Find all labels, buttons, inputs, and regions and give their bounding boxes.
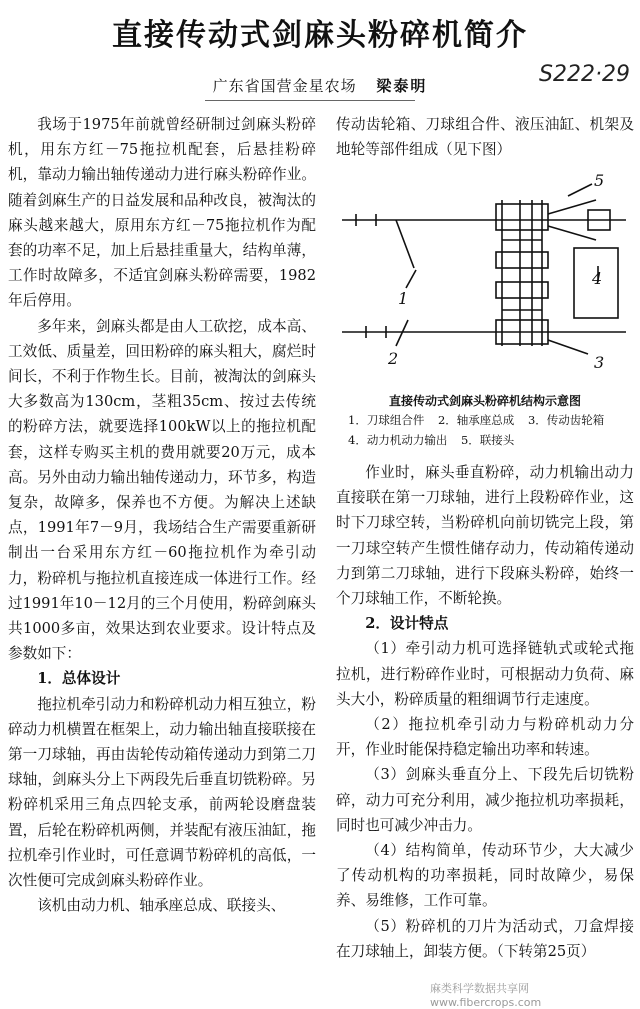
paragraph-1: 我场于1975年前就曾经研制过剑麻头粉碎机，用东方红－75拖拉机配套，后悬挂粉碎机，靠动力输出轴传递动力进行麻头粉碎作业。随着剑麻生产的日益发展和品种改良，被淘汰的麻头越来越大，原用东方红－75拖拉机作为配套的功率不足，加上后悬挂重量大，结构单薄，工作时故障多，不适宜剑麻头粉碎需要，1982年后停用。	[8, 116, 316, 310]
right-column	[336, 460, 634, 964]
feature-5: （5）粉碎机的刀片为活动式，刀盒焊接在刀球轴上，卸装方便。（下转第25页）	[336, 917, 634, 960]
feature-4: （4）结构简单，传动环节少，大大减少了传动机构的功率损耗，同时故障少，易保养、易维修，工作可靠。	[336, 842, 634, 910]
author-name: 梁泰明	[376, 77, 428, 95]
blade-arm-upper	[396, 220, 414, 268]
feature-1: （1）牵引动力机可选择链轨式或轮式拖拉机，进行粉碎作业时，可根据动力负荷、麻头大小，粉碎质量的粗细调节行走速度。	[336, 640, 634, 708]
handwritten-catalog-stamp: S222·29	[539, 62, 630, 87]
feature-2: （2）拖拉机牵引动力与粉碎机动力分开，作业时能保持稳定输出功率和转速。	[336, 716, 634, 759]
legend-item: 4．动力机动力输出	[348, 433, 448, 447]
section-heading-2: 2．设计特点	[365, 615, 449, 633]
paragraph-5: 作业时，麻头垂直粉碎，动力机输出动力直接联在第一刀球轴，进行上段粉碎作业，这时下刀球空转，当粉碎机向前切铣完上段，第一刀球空转产生惯性储存动力，传动箱传递动力到第二刀球轴，进行下段麻头粉碎，始终一个刀球轴工作，不断轮换。	[336, 464, 634, 608]
figure-label-3: 3	[594, 353, 605, 372]
right-column-top	[336, 112, 634, 162]
legend-item: 2．轴承座总成	[437, 413, 515, 427]
figure-legend	[348, 410, 634, 450]
feature-3: （3）剑麻头垂直分上、下段先后切铣粉碎，动力可充分利用，减少拖拉机功率损耗，同时也可减少冲击力。	[336, 766, 634, 834]
figure-caption: 直接传动式剑麻头粉碎机结构示意图	[388, 394, 581, 408]
figure-label-4: 4	[592, 269, 603, 288]
paragraph-4: 该机由动力机、轴承座总成、联接头、	[37, 897, 286, 915]
figure-label-5: 5	[594, 171, 605, 190]
paragraph-3: 拖拉机牵引动力和粉碎机动力相互独立，粉碎动力机横置在框架上，动力输出轴直接联接在第一刀球轴，再由齿轮传动箱传递动力到第二刀球轴，剑麻头分上下两段先后垂直切铣粉碎。另粉碎机采用三角点四轮支承，前两轮设磨盘装置，后轮在粉碎机两侧，并装配有液压油缸，拖拉机牵引作业时，可任意调节粉碎机的高低，一次性便可完成剑麻头粉碎作业。	[8, 695, 316, 890]
legend-item: 3．传动齿轮箱	[527, 413, 605, 427]
author-organization: 广东省国营金星农场	[212, 77, 357, 95]
site-watermark: 麻类科学数据共享网 www.fibercrops.com	[430, 982, 542, 1009]
legend-item: 5．联接头	[460, 433, 515, 447]
article-title: 直接传动式剑麻头粉碎机简介	[112, 18, 528, 53]
paragraph-2: 多年来，剑麻头都是由人工砍挖，成本高、工效低、质量差，回田粉碎的麻头粗大，腐烂时间长，不利于作物生长。目前，被淘汰的剑麻头大多数高为130cm，茎粗35cm、按过去传统的粉碎方法，就要选择100kW以上的拖拉机配套，这样专购买主机的费用就要20万元，成本高。另外由动力输出轴传递动力，环节多，构造复杂，故障多，保养也不方便。为解决上述缺点，1991年7－9月，我场结合生产需要重新研制出一台采用东方红－60拖拉机作为牵引动力，粉碎机与拖拉机直接连成一体进行工作。经过1991年10－12月的三个月使用，粉碎剑麻头共1000多亩，效果达到农业要求。设计特点及参数如下：	[8, 317, 316, 663]
legend-item: 1．刀球组合件	[348, 413, 425, 427]
gearbox-upper-block	[496, 204, 548, 230]
paragraph-continued: 传动齿轮箱、刀球组合件、液压油缸、机架及地轮等部件组成（见下图）	[336, 116, 634, 159]
byline-underline	[205, 100, 415, 101]
section-heading-1: 1．总体设计	[37, 670, 121, 688]
left-column	[8, 112, 316, 919]
figure-label-1: 1	[398, 289, 409, 308]
figure-label-2: 2	[388, 349, 399, 368]
